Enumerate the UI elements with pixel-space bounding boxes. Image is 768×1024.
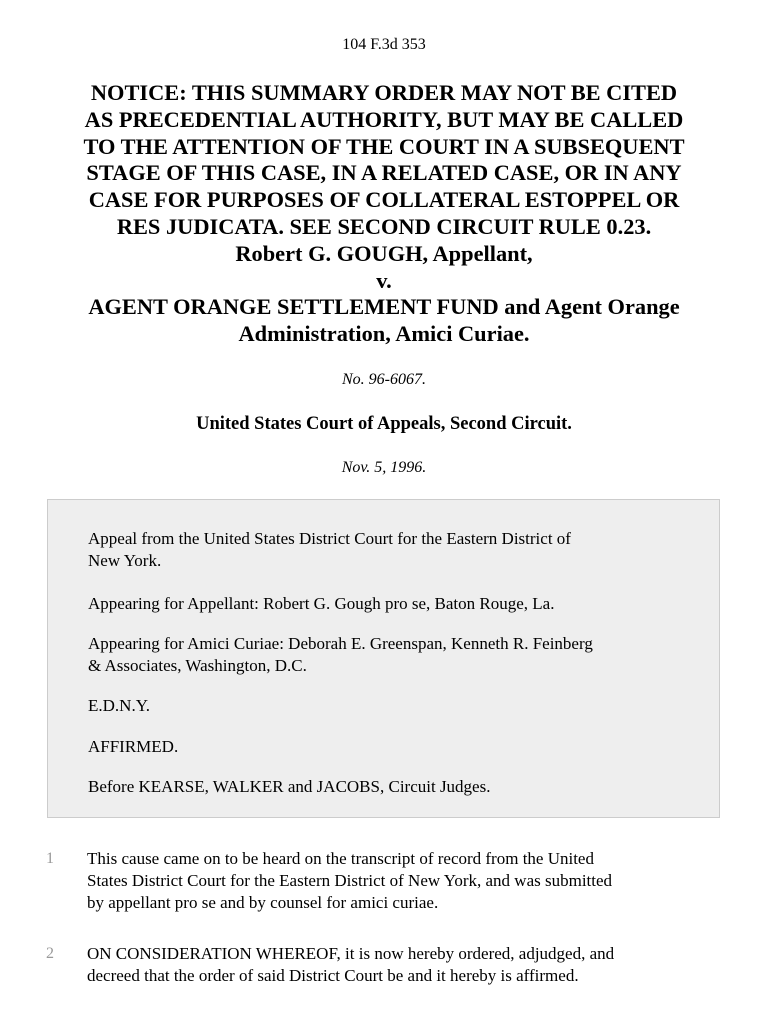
paragraph-text bbox=[87, 848, 717, 914]
notice-line: AS PRECEDENTIAL AUTHORITY, BUT MAY BE CALLED bbox=[84, 106, 684, 132]
notice-line: TO THE ATTENTION OF THE COURT IN A SUBSEQUENT bbox=[83, 133, 685, 159]
paragraph-number: 2 bbox=[46, 945, 54, 962]
appeal-from bbox=[88, 528, 698, 572]
court-name: United States Court of Appeals, Second Circuit. bbox=[196, 414, 572, 434]
district-abbrev: E.D.N.Y. bbox=[88, 696, 151, 715]
notice-line: CASE FOR PURPOSES OF COLLATERAL ESTOPPEL OR bbox=[88, 187, 680, 213]
appeal-from-line: New York. bbox=[88, 551, 162, 570]
decision-date: Nov. 5, 1996. bbox=[341, 459, 427, 476]
paragraph-line: by appellant pro se and by counsel for amici curiae. bbox=[87, 893, 439, 912]
case-heading bbox=[40, 80, 728, 348]
paragraph-line: This cause came on to be heard on the transcript of record from the United bbox=[87, 849, 594, 868]
notice-line: NOTICE: THIS SUMMARY ORDER MAY NOT BE CITED bbox=[90, 80, 678, 105]
appellee-line: Administration, Amici Curiae. bbox=[238, 321, 530, 347]
paragraph-line: ON CONSIDERATION WHEREOF, it is now hereby ordered, adjudged, and bbox=[87, 944, 615, 963]
versus: v. bbox=[376, 267, 392, 293]
paragraph-text bbox=[87, 943, 717, 987]
amici-counsel-line: Appearing for Amici Curiae: Deborah E. Greenspan, Kenneth R. Feinberg bbox=[88, 634, 593, 653]
notice-line: RES JUDICATA. SEE SECOND CIRCUIT RULE 0.23. bbox=[116, 213, 652, 239]
paragraph-line: decreed that the order of said District Court be and it hereby is affirmed. bbox=[87, 966, 579, 985]
appellant-name: Robert G. GOUGH, Appellant, bbox=[235, 240, 533, 266]
paragraph-number: 1 bbox=[46, 850, 54, 867]
amici-counsel bbox=[88, 633, 698, 677]
panel-judges: Before KEARSE, WALKER and JACOBS, Circuit Judges. bbox=[88, 777, 491, 796]
notice-line: STAGE OF THIS CASE, IN A RELATED CASE, OR IN ANY bbox=[86, 160, 682, 186]
disposition: AFFIRMED. bbox=[88, 737, 179, 756]
amici-counsel-line: & Associates, Washington, D.C. bbox=[88, 656, 307, 675]
case-info-box bbox=[47, 499, 720, 818]
paragraph-line: States District Court for the Eastern District of New York, and was submitted bbox=[87, 871, 613, 890]
case-citation: 104 F.3d 353 bbox=[342, 36, 426, 53]
docket-number: No. 96-6067. bbox=[342, 371, 426, 388]
appellant-counsel: Appearing for Appellant: Robert G. Gough pro se, Baton Rouge, La. bbox=[88, 594, 555, 613]
appellee-line: AGENT ORANGE SETTLEMENT FUND and Agent Orange bbox=[88, 294, 680, 320]
appeal-from-line: Appeal from the United States District Court for the Eastern District of bbox=[88, 529, 571, 548]
